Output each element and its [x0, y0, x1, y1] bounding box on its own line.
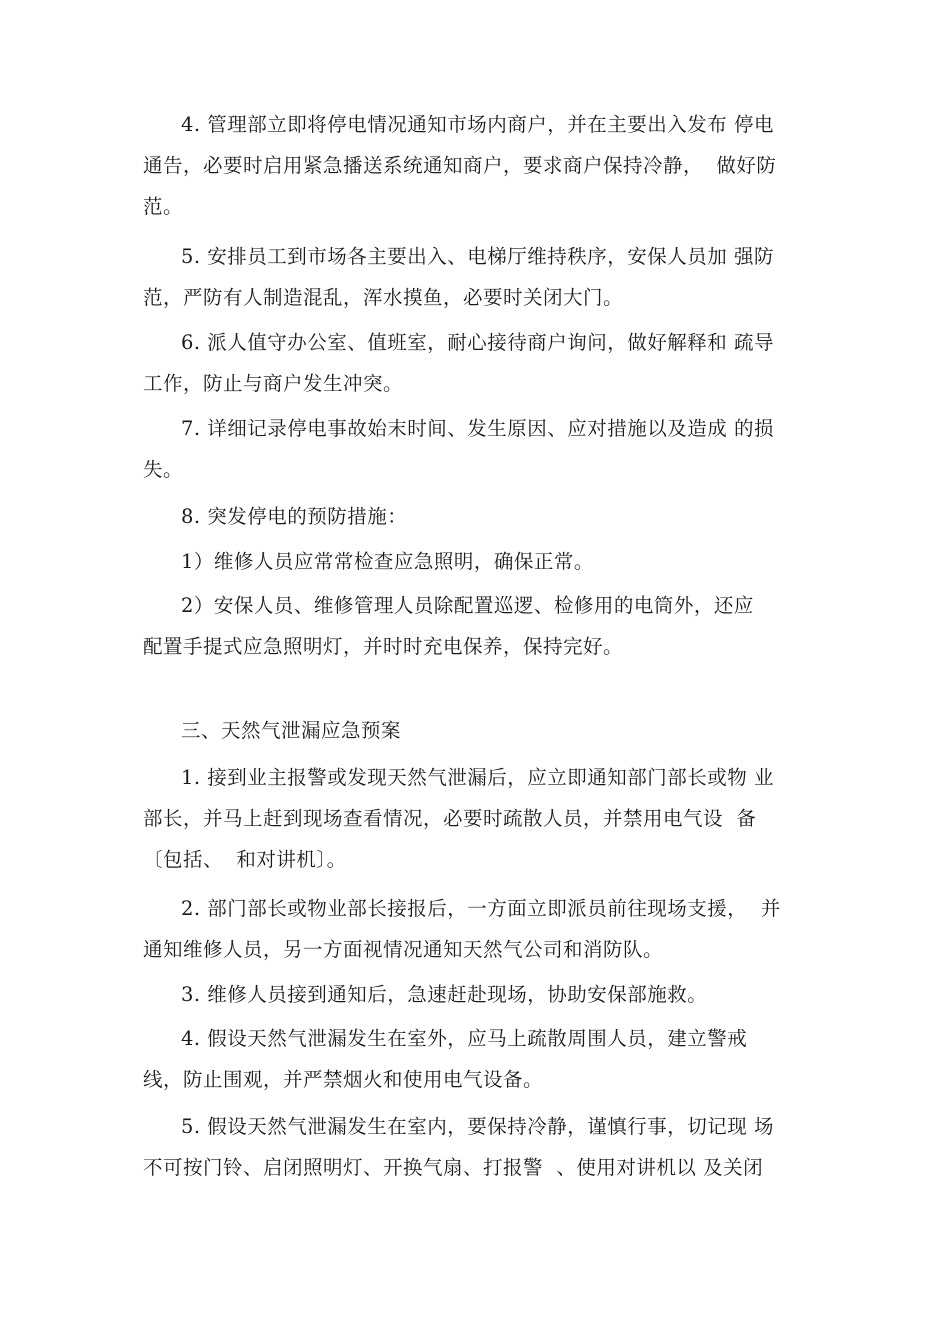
- paragraph-8-item-1: [143, 541, 823, 582]
- section-heading: [143, 710, 823, 751]
- text-line: 7. 详细记录停电事故始末时间、发生原因、应对措施以及造成 的损: [181, 417, 775, 440]
- paragraph-8-item-2: [143, 585, 823, 667]
- text-line: 5. 假设天然气泄漏发生在室内，要保持冷静，谨慎行事，切记现 场: [181, 1115, 775, 1138]
- text-line: 通知维修人员，另一方面视情况通知天然气公司和消防队。: [143, 938, 664, 961]
- paragraph-5: [143, 236, 823, 318]
- text-line: 1. 接到业主报警或发现天然气泄漏后，应立即通知部门部长或物 业: [181, 766, 775, 789]
- text-line: 范。: [143, 195, 184, 218]
- text-line: 范，严防有人制造混乱，浑水摸鱼，必要时关闭大门。: [143, 286, 624, 309]
- paragraph-6: [143, 322, 823, 404]
- text-line: 6. 派人值守办公室、值班室，耐心接待商户询问，做好解释和 疏导: [181, 331, 775, 354]
- text-line: 4. 假设天然气泄漏发生在室外，应马上疏散周围人员，建立警戒: [181, 1027, 748, 1050]
- text-line: 3. 维修人员接到通知后，急速赶赴现场，协助安保部施救。: [181, 983, 708, 1006]
- text-line: 失。: [143, 458, 184, 481]
- text-line: 部长，并马上赶到现场查看情况，必要时疏散人员，并禁用电气设 备: [143, 807, 757, 830]
- text-line: 三、天然气泄漏应急预案: [181, 719, 402, 742]
- text-line: 线，防止围观，并严禁烟火和使用电气设备。: [143, 1068, 544, 1091]
- text-line: 8. 突发停电的预防措施：: [181, 505, 408, 528]
- paragraph-7: [143, 408, 823, 490]
- paragraph-4: [143, 104, 823, 227]
- text-line: 4. 管理部立即将停电情况通知市场内商户，并在主要出入发布 停电: [181, 113, 775, 136]
- text-line: 通告，必要时启用紧急播送系统通知商户，要求商户保持冷静， 做好防: [143, 154, 777, 177]
- gas-paragraph-3: [143, 974, 823, 1015]
- text-line: 1）维修人员应常常检查应急照明，确保正常。: [181, 550, 594, 573]
- text-line: 2. 部门部长或物业部长接报后，一方面立即派员前往现场支援， 并: [181, 897, 781, 920]
- text-line: 工作，防止与商户发生冲突。: [143, 372, 404, 395]
- text-line: 不可按门铃、启闭照明灯、开换气扇、打报警 、使用对讲机以 及关闭: [143, 1156, 764, 1179]
- text-line: 〔包括、 和对讲机〕。: [143, 848, 347, 871]
- gas-paragraph-4: [143, 1018, 823, 1100]
- text-line: 5. 安排员工到市场各主要出入、电梯厅维持秩序，安保人员加 强防: [181, 245, 775, 268]
- gas-paragraph-1: [143, 757, 823, 880]
- gas-paragraph-2: [143, 888, 823, 970]
- text-line: 配置手提式应急照明灯，并时时充电保养，保持完好。: [143, 635, 624, 658]
- text-line: 2）安保人员、维修管理人员除配置巡逻、检修用的电筒外，还应: [181, 594, 754, 617]
- paragraph-8: [143, 496, 823, 537]
- gas-paragraph-5: [143, 1106, 823, 1188]
